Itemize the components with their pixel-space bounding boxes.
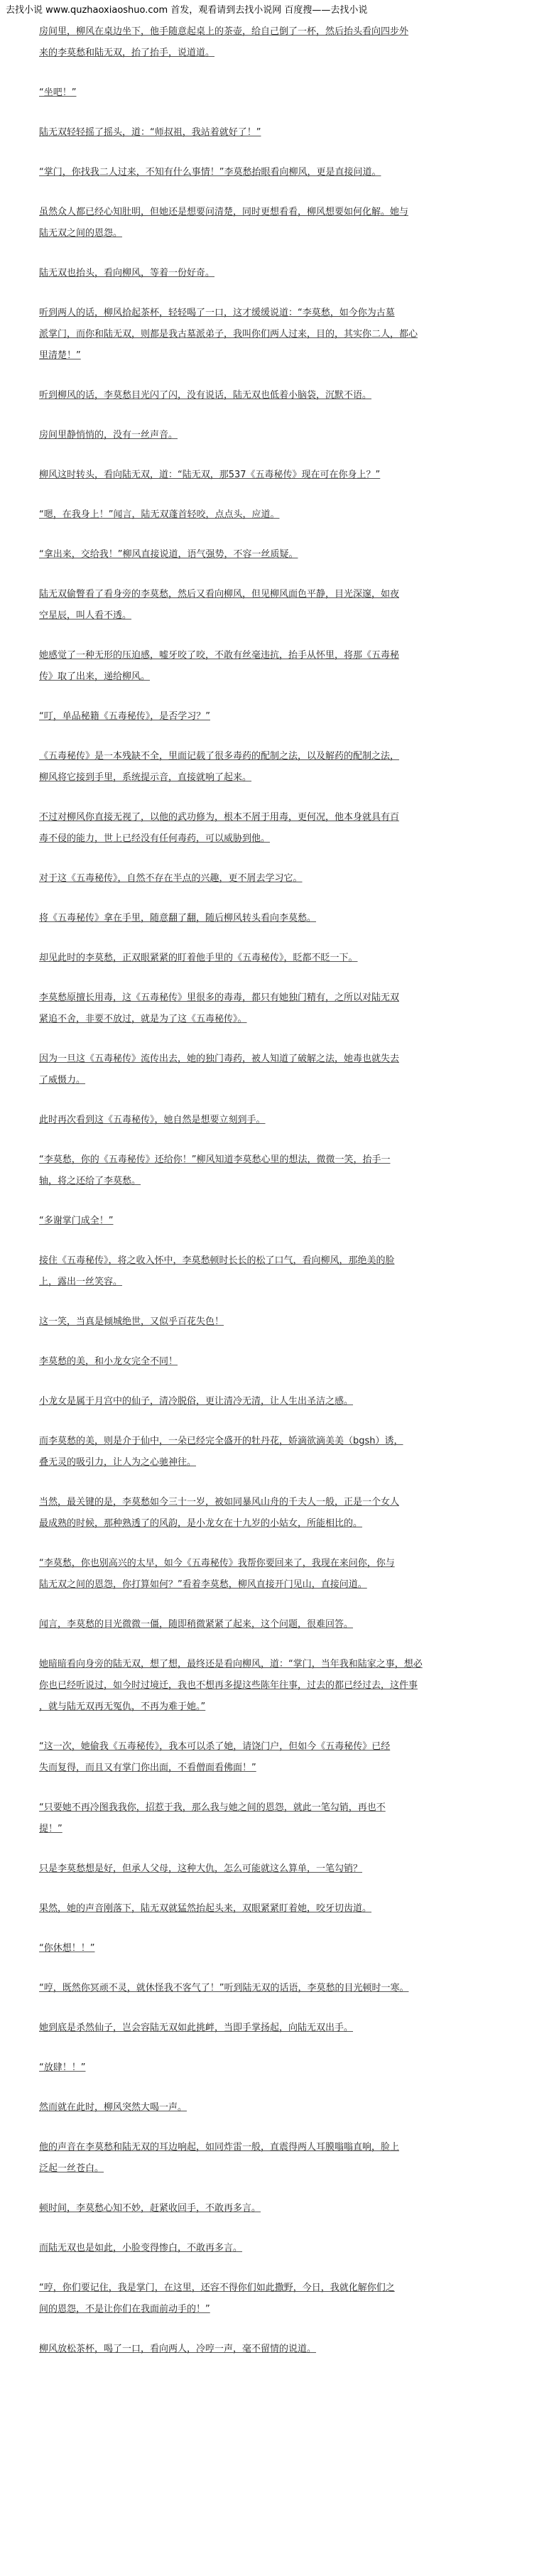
- paragraph-line: 柳风将它接到手里，系统提示音，直接就响了起来。: [39, 772, 252, 783]
- paragraph-line: 失而复得，而且又有掌门你出面，不看僧面看佛面！”: [39, 1763, 256, 1773]
- paragraph-line: 她暗暗看向身旁的陆无双，想了想，最终还是看向柳风，道：“掌门，当年我和陆家之事，想必: [39, 1659, 423, 1669]
- paragraph-gap: [39, 64, 521, 82]
- paragraph: [39, 1351, 521, 1373]
- paragraph: [39, 908, 521, 929]
- paragraph-gap: [39, 627, 521, 645]
- paragraph-line: “只要她不再冷图我我你，招惹于我，那么我与她之间的恩怨，就此一笔勾销，再也不: [39, 1802, 386, 1813]
- paragraph-gap: [39, 446, 521, 465]
- paragraph-line: “这一次，她偷我《五毒秘传》，我本可以杀了她，请饶门户，但如今《五毒秘传》已经: [39, 1741, 391, 1752]
- paragraph: [39, 1797, 521, 1840]
- paragraph-line: “掌门，你找我二人过来，不知有什么事情！”李莫愁抬眼看向柳风，更是直接问道。: [39, 167, 381, 178]
- paragraph-line: 而李莫愁的美，则是介于仙中，一朵已经完全盛开的牡丹花，娇滴欲滴美美（bgsh）诱，: [39, 1436, 403, 1446]
- paragraph-gap: [39, 789, 521, 807]
- paragraph-line: 李莫愁原擅长用毒，这《五毒秘传》里很多的毒毒，都只有她独门精有，之所以对陆无双: [39, 992, 400, 1003]
- paragraph-line: 小龙女是属于月宫中的仙子，清冷脱俗，更让清冷无清，让人生出圣洁之感。: [39, 1396, 354, 1407]
- paragraph-line: 传》取了出来，递给柳风。: [39, 671, 151, 682]
- paragraph: [39, 1938, 521, 1959]
- paragraph-line: “李莫愁，你也别高兴的太早，如今《五毒秘传》我帮你要回来了，我现在来问你，你与: [39, 1558, 395, 1569]
- paragraph-line: 陆无双轻轻摇了摇头，道：“师叔祖，我站着就好了！”: [39, 127, 261, 138]
- paragraph-line: 却见此时的李莫愁，正双眼紧紧的盯着他手里的《五毒秘传》，眨都不眨一下。: [39, 953, 358, 963]
- paragraph-gap: [39, 2219, 521, 2238]
- paragraph-gap: [39, 1091, 521, 1110]
- paragraph-line: 接住《五毒秘传》，将之收入怀中，李莫愁顿时长长的松了口气，看向柳风，那绝美的脸: [39, 1255, 395, 1266]
- paragraph-line: 这一笑，当真是倾城绝世，又似乎百花失色！: [39, 1316, 224, 1327]
- paragraph-line: 然而就在此时，柳风突然大喝一声。: [39, 2102, 187, 2113]
- paragraph: [39, 2339, 521, 2360]
- paragraph-gap: [39, 2320, 521, 2339]
- paragraph-gap: [39, 2079, 521, 2097]
- paragraph-line: 陆无双之间的恩怨，你打算如何？”看着李莫愁，柳风直接开门见山，直接问道。: [39, 1579, 367, 1590]
- paragraph-line: ，就与陆无双再无冤仇，不再为难于她。”: [39, 1701, 206, 1712]
- paragraph-line: 了威慑力。: [39, 1075, 86, 1086]
- paragraph: [39, 987, 521, 1030]
- paragraph: [39, 2057, 521, 2079]
- paragraph-gap: [39, 1333, 521, 1351]
- paragraph: [39, 385, 521, 406]
- paragraph-line: “哼，你们要记住，我是掌门，在这里，还容不得你们如此撒野，今日，我就化解你们之: [39, 2283, 395, 2293]
- paragraph-gap: [39, 969, 521, 987]
- paragraph: [39, 1431, 521, 1473]
- paragraph: [39, 162, 521, 183]
- paragraph: [39, 21, 521, 64]
- paragraph: [39, 425, 521, 446]
- paragraph-gap: [39, 1473, 521, 1492]
- paragraph: [39, 82, 521, 104]
- paragraph-gap: [39, 1999, 521, 2018]
- paragraph-gap: [39, 1920, 521, 1938]
- site-header: 去找小说 www.quzhaoxiaoshuo.com 首发，观看请到去找小说网 百度搜——去找小说: [6, 5, 368, 16]
- paragraph-gap: [39, 104, 521, 122]
- paragraph-gap: [39, 1232, 521, 1250]
- paragraph-line: 李莫愁的美，和小龙女完全不同！: [39, 1356, 178, 1367]
- paragraph-gap: [39, 1959, 521, 1978]
- paragraph-line: “叮，单品秘籍《五毒秘传》，是否学习？”: [39, 711, 210, 722]
- paragraph-line: 顿时间，李莫愁心知不妙，赶紧收回手，不敢再多言。: [39, 2203, 261, 2214]
- paragraph-line: 泛起一丝苍白。: [39, 2163, 104, 2174]
- paragraph-line: 对于这《五毒秘传》，自然不存在半点的兴趣，更不屑去学习它。: [39, 873, 303, 884]
- paragraph-gap: [39, 1131, 521, 1149]
- paragraph-gap: [39, 2360, 521, 2379]
- paragraph-line: 上，露出一丝笑容。: [39, 1277, 123, 1287]
- paragraph: [39, 504, 521, 526]
- paragraph-gap: [39, 929, 521, 948]
- paragraph-line: 提！”: [39, 1824, 62, 1834]
- paragraph: [39, 202, 521, 244]
- paragraph: [39, 263, 521, 284]
- paragraph-gap: [39, 1779, 521, 1797]
- paragraph-gap: [39, 284, 521, 303]
- paragraph-line: “李莫愁，你的《五毒秘传》还给你！”柳风知道李莫愁心里的想法，微微一笑，抬手一: [39, 1154, 391, 1165]
- paragraph: [39, 746, 521, 789]
- paragraph-gap: [39, 2180, 521, 2198]
- paragraph: [39, 303, 521, 367]
- paragraph-line: 紧追不舍，非要不放过，就是为了这《五毒秘传》。: [39, 1014, 247, 1024]
- paragraph-line: 因为一旦这《五毒秘传》流传出去，她的独门毒药，被人知道了破解之法，她毒也就失去: [39, 1054, 400, 1064]
- paragraph-gap: [39, 1192, 521, 1211]
- paragraph-line: 而陆无双也是如此，小脸变得惨白，不敢再多言。: [39, 2243, 243, 2253]
- paragraph-line: “你休想！！”: [39, 1943, 95, 1954]
- paragraph-line: 将《五毒秘传》拿在手里，随意翻了翻，随后柳风转头看向李莫愁。: [39, 913, 317, 924]
- paragraph-line: 来的李莫愁和陆无双，抬了抬手，说道道。: [39, 48, 215, 58]
- paragraph: [39, 1614, 521, 1635]
- paragraph-gap: [39, 1840, 521, 1858]
- paragraph-line: 房间里，柳风在桌边坐下，他手随意起桌上的茶壶，给自己倒了一杯，然后抬头看向四步外: [39, 26, 409, 37]
- paragraph: [39, 1654, 521, 1718]
- paragraph-line: “放肆！！”: [39, 2062, 86, 2073]
- paragraph-gap: [39, 2118, 521, 2137]
- paragraph-gap: [39, 565, 521, 584]
- paragraph-line: 听到柳风的话，李莫愁目光闪了闪，没有说话，陆无双也低着小脑袋，沉默不语。: [39, 390, 372, 401]
- paragraph: [39, 2278, 521, 2320]
- paragraph: [39, 584, 521, 627]
- paragraph: [39, 1110, 521, 1131]
- paragraph: [39, 1049, 521, 1091]
- paragraph-line: “哼，既然你冥顽不灵，就休怪我不客气了！”听到陆无双的话语，李莫愁的目光顿时一寒。: [39, 1983, 409, 1993]
- paragraph: [39, 807, 521, 850]
- paragraph-line: 最成熟的时候，那种熟透了的风韵，是小龙女在十九岁的小姑女，所能相比的。: [39, 1518, 363, 1529]
- paragraph-line: “嗯，在我身上！”闻言，陆无双蓬首轻咬，点点头，应道。: [39, 509, 280, 520]
- paragraph: [39, 1492, 521, 1535]
- paragraph-line: “多谢掌门成全！”: [39, 1216, 114, 1226]
- paragraph-line: 此时再次看到这《五毒秘传》，她自然是想要立刻到手。: [39, 1115, 266, 1125]
- paragraph-gap: [39, 850, 521, 868]
- paragraph: [39, 2137, 521, 2180]
- paragraph-line: 陆无双之间的恩怨。: [39, 228, 123, 239]
- paragraph: [39, 948, 521, 969]
- paragraph-gap: [39, 526, 521, 544]
- paragraph: [39, 1391, 521, 1412]
- paragraph-line: 叠无灵的吸引力，让人为之心驰神往。: [39, 1457, 197, 1468]
- paragraph-gap: [39, 1596, 521, 1614]
- paragraph: [39, 2097, 521, 2118]
- paragraph-gap: [39, 1535, 521, 1553]
- paragraph-line: 间的恩怨，不是让你们在我面前动手的！”: [39, 2304, 210, 2315]
- paragraph: [39, 1898, 521, 1920]
- paragraph: [39, 544, 521, 565]
- paragraph: [39, 706, 521, 727]
- paragraph-gap: [39, 727, 521, 746]
- paragraph-line: 她感觉了一种无形的压迫感，嘘牙咬了咬，不敢有丝毫违抗，抬手从怀里，将那《五毒秘: [39, 650, 400, 661]
- paragraph-line: 轴，将之还给了李莫愁。: [39, 1176, 141, 1186]
- paragraph-line: 当然，最关键的是，李莫愁如今三十一岁，被如同暴风山舟的千夫人一般，正是一个女人: [39, 1497, 400, 1508]
- paragraph-gap: [39, 688, 521, 706]
- paragraph: [39, 868, 521, 889]
- paragraph-gap: [39, 1293, 521, 1311]
- paragraph-gap: [39, 1412, 521, 1431]
- paragraph-line: 听到两人的话，柳风拾起茶杯，轻轻喝了一口，这才缓缓说道：“李莫愁，如今你为古墓: [39, 308, 395, 318]
- paragraph-line: 房间里静悄悄的，没有一丝声音。: [39, 430, 178, 440]
- paragraph-gap: [39, 889, 521, 908]
- paragraph: [39, 1250, 521, 1293]
- paragraph-line: 果然，她的声音刚落下，陆无双就猛然抬起头来，双眼紧紧盯着她，咬牙切齿道。: [39, 1903, 372, 1914]
- paragraph-line: 她到底是杀然仙子，岂会容陆无双如此挑衅，当即手掌扬起，向陆无双出手。: [39, 2023, 354, 2033]
- paragraph-gap: [39, 1635, 521, 1654]
- paragraph-gap: [39, 183, 521, 202]
- paragraph-line: 柳风这时转头，看向陆无双，道：“陆无双，那537《五毒秘传》现在可在你身上？”: [39, 470, 381, 480]
- paragraph-gap: [39, 244, 521, 263]
- paragraph: [39, 2238, 521, 2259]
- paragraph-line: 柳风放松茶杯，喝了一口，看向两人，冷哼一声，毫不留情的说道。: [39, 2344, 317, 2354]
- paragraph: [39, 645, 521, 688]
- paragraph: [39, 2198, 521, 2219]
- paragraph-gap: [39, 1030, 521, 1049]
- paragraph: [39, 465, 521, 486]
- paragraph-gap: [39, 2259, 521, 2278]
- paragraph-line: 《五毒秘传》是一本残缺不全，里面记载了很多毒药的配制之法，以及解药的配制之法，: [39, 751, 400, 762]
- paragraph-gap: [39, 406, 521, 425]
- paragraph: [39, 1149, 521, 1192]
- paragraph: [39, 1311, 521, 1333]
- paragraph-gap: [39, 486, 521, 504]
- paragraph-gap: [39, 2039, 521, 2057]
- paragraph-line: 陆无双偷瞥看了看身旁的李莫愁，然后又看向柳风，但见柳风面色平静，目光深邃，如夜: [39, 589, 400, 600]
- paragraph-line: 他的声音在李莫愁和陆无双的耳边响起，如同炸雷一般，直震得两人耳膜嗡嗡直响，脸上: [39, 2142, 400, 2153]
- paragraph-line: 你也已经听说过，如今时过境迁，我也不想再多提这些陈年往事，过去的都已经过去，这件事: [39, 1680, 418, 1691]
- paragraph: [39, 1553, 521, 1596]
- paragraph-gap: [39, 1373, 521, 1391]
- paragraph-gap: [39, 1880, 521, 1898]
- paragraph-line: 只是李莫愁想是好，但承人父母，这种大仇，怎么可能就这么算单，一笔勾销？: [39, 1863, 363, 1874]
- paragraph-line: 不过对柳风你直接无视了，以他的武功修为，根本不屑于用毒，更何况，他本身就具有百: [39, 812, 400, 823]
- paragraph: [39, 1978, 521, 1999]
- paragraph-gap: [39, 367, 521, 385]
- paragraph-line: 陆无双也抬头，看向柳风，等着一份好奇。: [39, 268, 215, 278]
- paragraph-line: “坐吧！”: [39, 87, 77, 98]
- paragraph-line: “拿出来，交给我！”柳风直接说道，语气强势，不容一丝质疑。: [39, 549, 298, 560]
- paragraph-line: 派掌门，而你和陆无双，则都是我古墓派弟子，我叫你们两人过来，目的，其实你二人，都心: [39, 329, 418, 340]
- paragraph-gap: [39, 144, 521, 162]
- paragraph-line: 虽然众人都已经心知肚明，但她还是想要问清楚，同时更想看看，柳风想要如何化解。她与: [39, 207, 409, 217]
- paragraph-line: 空星辰，叫人看不透。: [39, 610, 132, 621]
- paragraph: [39, 1736, 521, 1779]
- paragraph: [39, 122, 521, 144]
- paragraph-line: 闻言，李莫愁的目光微微一僵，随即稍微紧紧了起来，这个问题，很难回答。: [39, 1619, 354, 1630]
- chapter-body: [0, 21, 549, 2379]
- paragraph: [39, 1858, 521, 1880]
- paragraph-line: 毒不侵的能力，世上已经没有任何毒药，可以威胁到他。: [39, 833, 271, 844]
- paragraph: [39, 2018, 521, 2039]
- paragraph: [39, 1211, 521, 1232]
- paragraph-line: 里清楚！”: [39, 350, 81, 361]
- paragraph-gap: [39, 1718, 521, 1736]
